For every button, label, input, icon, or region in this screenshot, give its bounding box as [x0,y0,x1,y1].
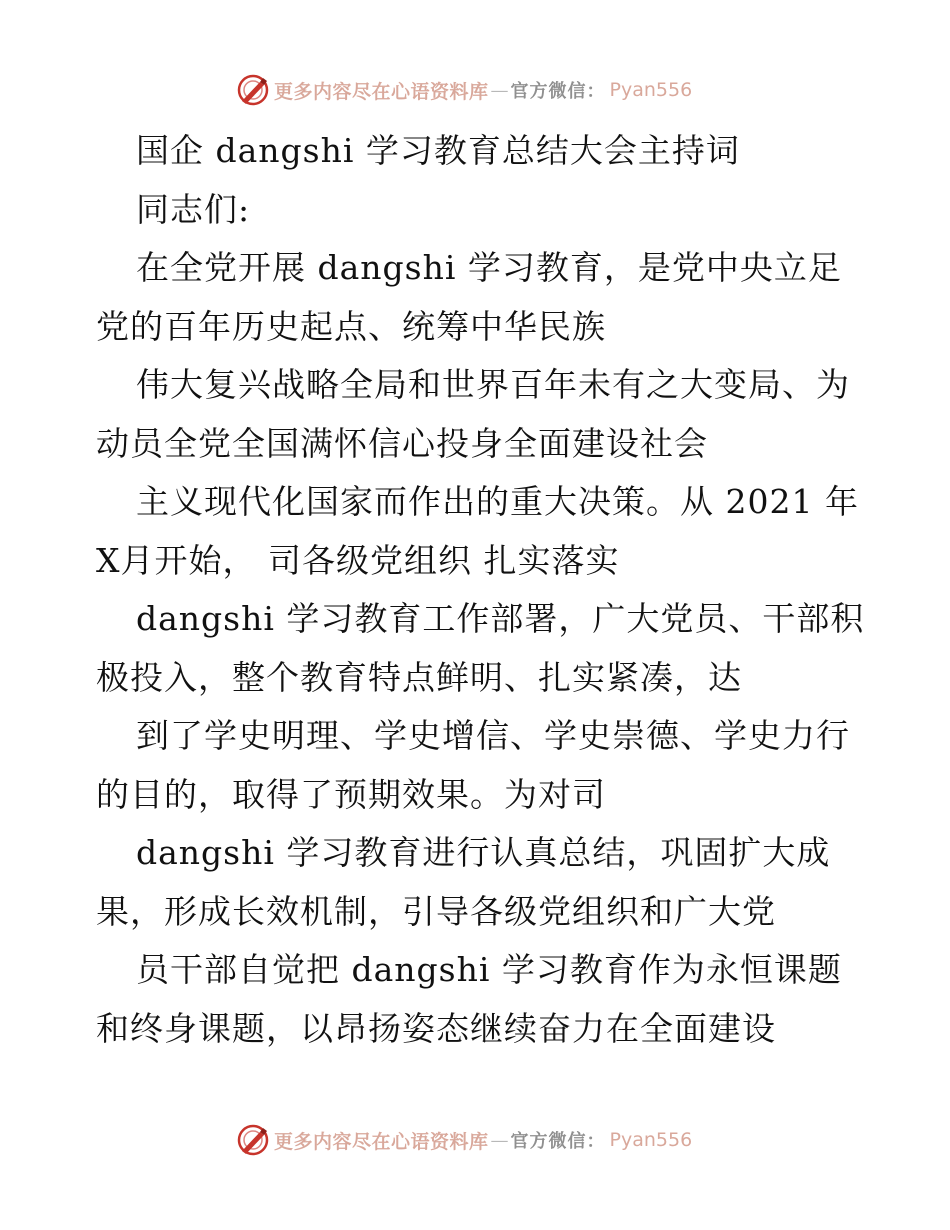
watermark-brand-text: 更多内容尽在心语资料库 [274,1130,489,1153]
watermark-separator: — [490,79,509,101]
watermark-wechat-id: Pyan556 [609,79,693,101]
watermark-brand-text: 更多内容尽在心语资料库 [274,80,489,103]
document-line: dangshi 学习教育进行认真总结，巩固扩大成 [136,833,831,872]
document-line: X月开始， 司各级党组织 扎实落实 [96,540,620,580]
footer-watermark [236,1123,692,1157]
document-line: 党的百年历史起点、统筹中华民族 [96,306,606,346]
document-line: 到了学史明理、学史增信、学史崇德、学史力行 [136,716,850,755]
document-line: 的目的，取得了预期效果。为对司 [96,774,606,814]
document-line: 在全党开展 dangshi 学习教育，是党中央立足 [136,248,842,287]
document-line: 动员全党全国满怀信心投身全面建设社会 [96,423,708,463]
watermark-wechat-label: 官方微信： [510,1131,606,1152]
document-line: 果，形成长效机制，引导各级党组织和广大党 [96,891,776,931]
document-line: 同志们: [136,189,251,229]
document-line: dangshi 学习教育工作部署，广大党员、干部积 [136,599,865,638]
document-line: 国企 dangshi 学习教育总结大会主持词 [136,131,740,170]
header-watermark [236,73,692,107]
document-line: 员干部自觉把 dangshi 学习教育作为永恒课题 [136,950,842,989]
document-line: 和终身课题，以昂扬姿态继续奋力在全面建设 [96,1008,776,1048]
watermark-wechat-id: Pyan556 [609,1129,693,1151]
document-line: 极投入，整个教育特点鲜明、扎实紧凑，达 [96,657,742,697]
document-body [96,122,866,1058]
document-line: 伟大复兴战略全局和世界百年未有之大变局、为 [136,365,850,404]
document-line: 主义现代化国家而作出的重大决策。从 2021 年 [136,482,859,521]
pen-logo-icon [236,73,270,107]
pen-logo-icon [236,1123,270,1157]
watermark-separator: — [490,1129,509,1151]
watermark-wechat-label: 官方微信： [510,81,606,102]
